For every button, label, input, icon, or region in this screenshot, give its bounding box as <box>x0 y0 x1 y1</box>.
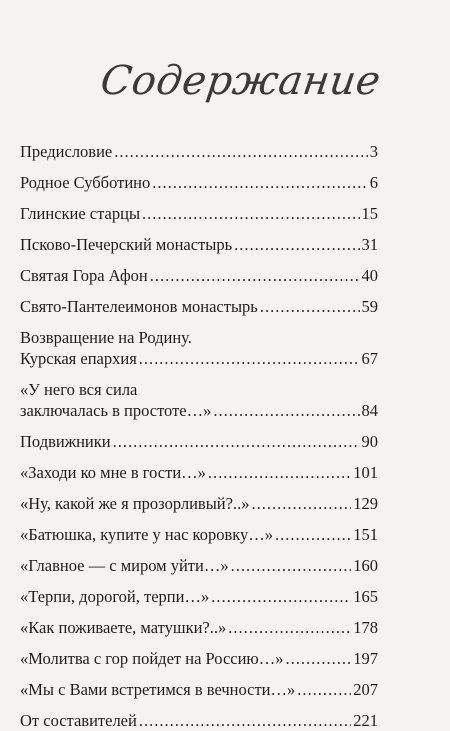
dot-leader <box>228 617 351 638</box>
table-of-contents <box>20 141 378 731</box>
dot-leader <box>211 586 351 607</box>
toc-entry-title: заключалась в простоте…» <box>20 401 212 420</box>
toc-entry <box>20 493 378 514</box>
toc-entry-title: «Как поживаете, матушки?..» <box>20 618 227 637</box>
toc-entry-page-number: 31 <box>361 235 378 254</box>
toc-entry-page-number: 178 <box>353 618 378 637</box>
toc-entry-title: Курская епархия <box>20 349 137 368</box>
toc-entry-row <box>20 648 378 669</box>
toc-entry-row <box>20 400 378 421</box>
dot-leader <box>208 462 351 483</box>
toc-entry-row <box>20 586 378 607</box>
dot-leader <box>114 141 368 162</box>
dot-leader <box>213 400 359 421</box>
dot-leader <box>139 348 360 369</box>
toc-entry-row <box>20 710 378 731</box>
dot-leader <box>286 648 352 669</box>
toc-entry-title: Подвижники <box>20 432 111 451</box>
toc-entry <box>20 431 378 452</box>
dot-leader <box>231 555 352 576</box>
toc-entry-title: «Батюшка, купите у нас коровку…» <box>20 525 274 544</box>
toc-entry-row <box>20 431 378 452</box>
toc-entry-title: Свято-Пантелеимонов монастырь <box>20 297 258 316</box>
toc-entry <box>20 379 378 421</box>
toc-entry <box>20 327 378 369</box>
toc-entry <box>20 648 378 669</box>
toc-entry <box>20 234 378 255</box>
toc-entry-page-number: 59 <box>361 297 378 316</box>
toc-entry-row <box>20 203 378 224</box>
toc-entry-page-number: 160 <box>353 556 378 575</box>
toc-entry <box>20 296 378 317</box>
toc-entry-page-number: 165 <box>353 587 378 606</box>
toc-entry-page-number: 6 <box>369 173 378 192</box>
toc-entry-title: Родное Субботино <box>20 173 151 192</box>
toc-entry-row <box>20 141 378 162</box>
toc-entry-page-number: 207 <box>353 680 378 699</box>
toc-entry <box>20 586 378 607</box>
dot-leader <box>251 493 351 514</box>
dot-leader <box>260 296 360 317</box>
toc-entry-title: «Ну, какой же я прозорливый?..» <box>20 494 250 513</box>
toc-entry <box>20 462 378 483</box>
toc-entry-row <box>20 679 378 700</box>
toc-entry-title: «Мы с Вами встретимся в вечности…» <box>20 680 296 699</box>
dot-leader <box>113 431 360 452</box>
toc-entry-row <box>20 617 378 638</box>
toc-entry-page-number: 67 <box>361 349 378 368</box>
toc-entry-page-number: 15 <box>361 204 378 223</box>
toc-entry-page-number: 101 <box>353 463 378 482</box>
toc-entry-row <box>20 296 378 317</box>
toc-entry-title: Глинские старцы <box>20 204 141 223</box>
toc-entry-page-number: 151 <box>353 525 378 544</box>
toc-entry-page-number: 197 <box>353 649 378 668</box>
toc-entry <box>20 172 378 193</box>
toc-entry <box>20 203 378 224</box>
toc-entry-page-number: 84 <box>361 401 378 420</box>
toc-entry <box>20 555 378 576</box>
toc-entry-title: Святая Гора Афон <box>20 266 148 285</box>
toc-entry-title: «Молитва с гор пойдет на Россию…» <box>20 649 284 668</box>
toc-entry-page-number: 40 <box>361 266 378 285</box>
toc-entry <box>20 679 378 700</box>
dot-leader <box>234 234 359 255</box>
toc-entry <box>20 141 378 162</box>
toc-entry <box>20 265 378 286</box>
toc-entry-title: Псково-Печерский монастырь <box>20 235 233 254</box>
toc-entry-title: «Заходи ко мне в гости…» <box>20 463 206 482</box>
dot-leader <box>150 265 360 286</box>
toc-entry-row <box>20 524 378 545</box>
page-title: Содержание <box>97 58 384 104</box>
toc-entry-page-number: 3 <box>369 142 378 161</box>
toc-entry-title: «Терпи, дорогой, терпи…» <box>20 587 210 606</box>
toc-entry-title-line: Возвращение на Родину. <box>20 328 192 347</box>
toc-entry-row <box>20 348 378 369</box>
dot-leader <box>152 172 368 193</box>
toc-entry-row <box>20 265 378 286</box>
dot-leader <box>142 203 359 224</box>
toc-entry-title: «Главное — с миром уйти…» <box>20 556 229 575</box>
dot-leader <box>297 679 351 700</box>
toc-entry-row <box>20 493 378 514</box>
toc-entry <box>20 524 378 545</box>
toc-entry <box>20 710 378 731</box>
toc-entry-page-number: 129 <box>353 494 378 513</box>
toc-entry-page-number: 90 <box>361 432 378 451</box>
toc-entry-row <box>20 234 378 255</box>
toc-entry-title: Предисловие <box>20 142 113 161</box>
toc-entry-title-line: «У него вся сила <box>20 380 138 399</box>
dot-leader <box>275 524 351 545</box>
toc-entry-row <box>20 172 378 193</box>
dot-leader <box>139 710 351 731</box>
toc-entry-row <box>20 462 378 483</box>
toc-entry <box>20 617 378 638</box>
toc-entry-title: От составителей <box>20 711 137 730</box>
toc-entry-page-number: 221 <box>353 711 378 730</box>
toc-entry-row <box>20 555 378 576</box>
